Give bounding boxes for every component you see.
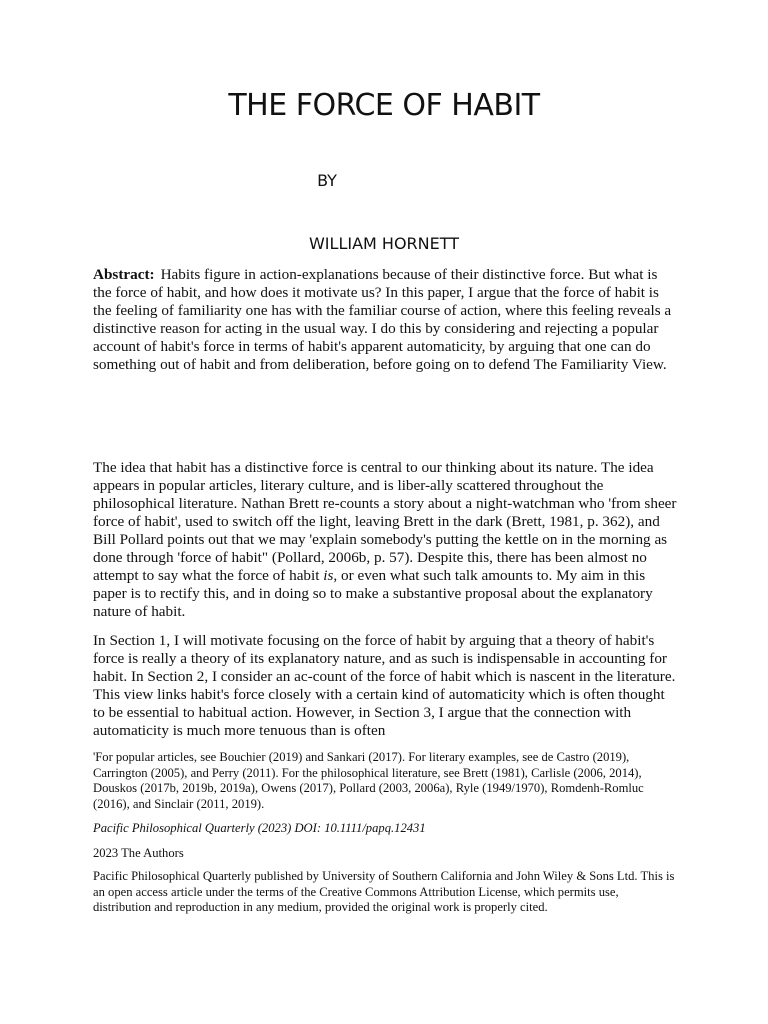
abstract bbox=[93, 266, 678, 374]
paragraph-1-emphasis: is bbox=[323, 567, 334, 584]
byline-label: BY bbox=[317, 171, 337, 190]
copyright-line: 2023 The Authors bbox=[93, 846, 184, 860]
paragraph-1-text-start: The idea that habit has a distinctive force is central to our thinking about its nature. The idea appears in popular articles, literary culture, and is liber-ally scattered throughout the philosophical literature. Nathan Brett re-counts a story about a night-watchman who 'from sheer force of habit', used to switch off the light, leaving Brett in the dark (Brett, 1981, p. 362), and Bill Pollard points out that we may 'explain somebody's putting the kettle on in the morning as done through 'force of habit" (Pollard, 2006b, p. 57). Despite this, there has been almost no attempt to say what the force of habit bbox=[93, 459, 677, 584]
footnote: 'For popular articles, see Bouchier (2019) and Sankari (2017). For literary examples, see de Castro (2019), Carrington (2005), and Perry (2011). For the philosophical literature, see Brett (1981), Carlisle (2006, 2014), Douskos (2017b, 2019b, 2019a), Owens (2017), Pollard (2003, 2006a), Ryle (1949/1970), Romdenh-Romluc (2016), and Sinclair (2011, 2019). bbox=[93, 750, 644, 811]
abstract-text: Habits figure in action-explanations because of their distinctive force. But what is the force of habit, and how does it motivate us? In this paper, I argue that the force of habit is the feeling of familiarity one has with the familiar course of action, where this feeling reveals a distinctive reason for acting in the usual way. I do this by considering and rejecting a popular account of habit's force in terms of habit's apparent automaticity, by arguing that one can do something out of habit and from deliberation, before going on to defend The Familiarity View. bbox=[93, 266, 672, 373]
body-paragraph-2: In Section 1, I will motivate focusing on the force of habit by arguing that a theory of habit's force is really a theory of its explanatory nature, and as such is indispensable in accounting for habit. In Section 2, I consider an ac-count of the force of habit which is nascent in the literature. This view links habit's force closely with a certain kind of automaticity which is often thought to be essential to habitual action. However, in Section 3, I argue that the connection with automaticity is much more tenuous than is often bbox=[93, 632, 676, 739]
license-notice: Pacific Philosophical Quarterly published by University of Southern California and John Wiley & Sons Ltd. This is an open access article under the terms of the Creative Commons Attribution License, which permits use, distribution and reproduction in any medium, provided the original work is properly cited. bbox=[93, 869, 675, 914]
body-paragraph-1 bbox=[93, 459, 678, 621]
abstract-label: Abstract: bbox=[93, 266, 155, 283]
paper-title: THE FORCE OF HABIT bbox=[228, 88, 540, 123]
author-name: WILLIAM HORNETT bbox=[308, 234, 459, 253]
journal-doi: Pacific Philosophical Quarterly (2023) DOI: 10.1111/papq.12431 bbox=[93, 821, 426, 835]
paragraph-1-text-end: , or even what such talk amounts to. My aim in this paper is to rectify this, and in doing so to make a substantive proposal about the explanatory nature of habit. bbox=[93, 567, 653, 620]
